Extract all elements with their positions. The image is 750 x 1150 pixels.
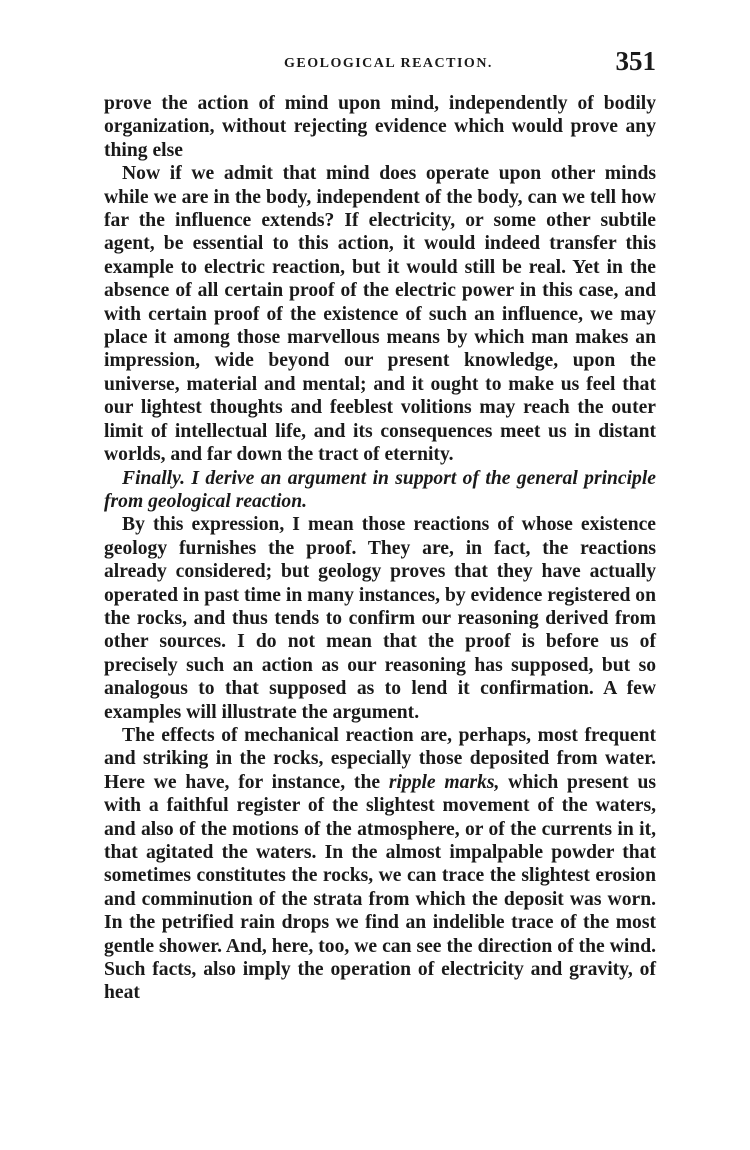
running-head: GEOLOGICAL REACTION.: [284, 56, 493, 71]
paragraph-mechanical-reaction: [104, 724, 656, 1005]
mechanical-text-before: The effects of mechanical reaction are, perhaps, most frequent and striking in the rocks, especially those deposited from water. Here we have, for instance, the: [104, 724, 656, 793]
ripple-marks-emphasis: ripple marks,: [388, 771, 500, 793]
paragraph-finally: [104, 467, 656, 514]
page-number: 351: [615, 46, 656, 76]
page-header: [104, 46, 656, 88]
finally-italic-heading: Finally. I derive an argument in support of the general principle from geological reaction.: [104, 467, 656, 512]
paragraph-geological-reaction: By this expression, I mean those reactions of whose existence geology furnishes the proof. They are, in fact, the reactions already considered; but geology proves that they have actually operated in past time in many instances, by evidence registered on the rocks, and thus tends to confirm our reasoning derived from other sources. I do not mean that the proof is before us of precisely such an action as our reasoning has supposed, but so analogous to that supposed as to lend it confirmation. A few examples will illustrate the argument.: [104, 514, 656, 723]
paragraph-continuation: prove the action of mind upon mind, independently of bodily organization, without rejecting evidence which would prove any thing else: [104, 93, 656, 161]
mechanical-text-after: which present us with a faithful register of the slightest movement of the waters, and also of the motions of the atmosphere, or of the currents in it, that agitated the waters. In the almost impalpable powder that sometimes constitutes the rocks, we can trace the slightest erosion and comminution of the strata from which the deposit was worn. In the petrified rain drops we find an indelible trace of the most gentle shower. And, here, too, we can see the direction of the wind. Such facts, also imply the operation of electricity and gravity, of heat: [104, 771, 657, 1004]
paragraph-mind-influence: Now if we admit that mind does operate upon other minds while we are in the body, independent of the body, can we tell how far the influence extends? If electricity, or some other subtile agent, be essential to this action, it would indeed transfer this example to electric reaction, but it would still be real. Yet in the absence of all certain proof of the electric power in this case, and with certain proof of the existence of such an influence, we may place it among those marvellous means by which man makes an impression, wide beyond our present knowledge, upon the universe, material and mental; and it ought to make us feel that our lightest thoughts and feeblest volitions may reach the outer limit of intellectual life, and its consequences meet us in distant worlds, and far down the tract of eternity.: [104, 163, 656, 466]
page-body: [104, 92, 656, 1005]
